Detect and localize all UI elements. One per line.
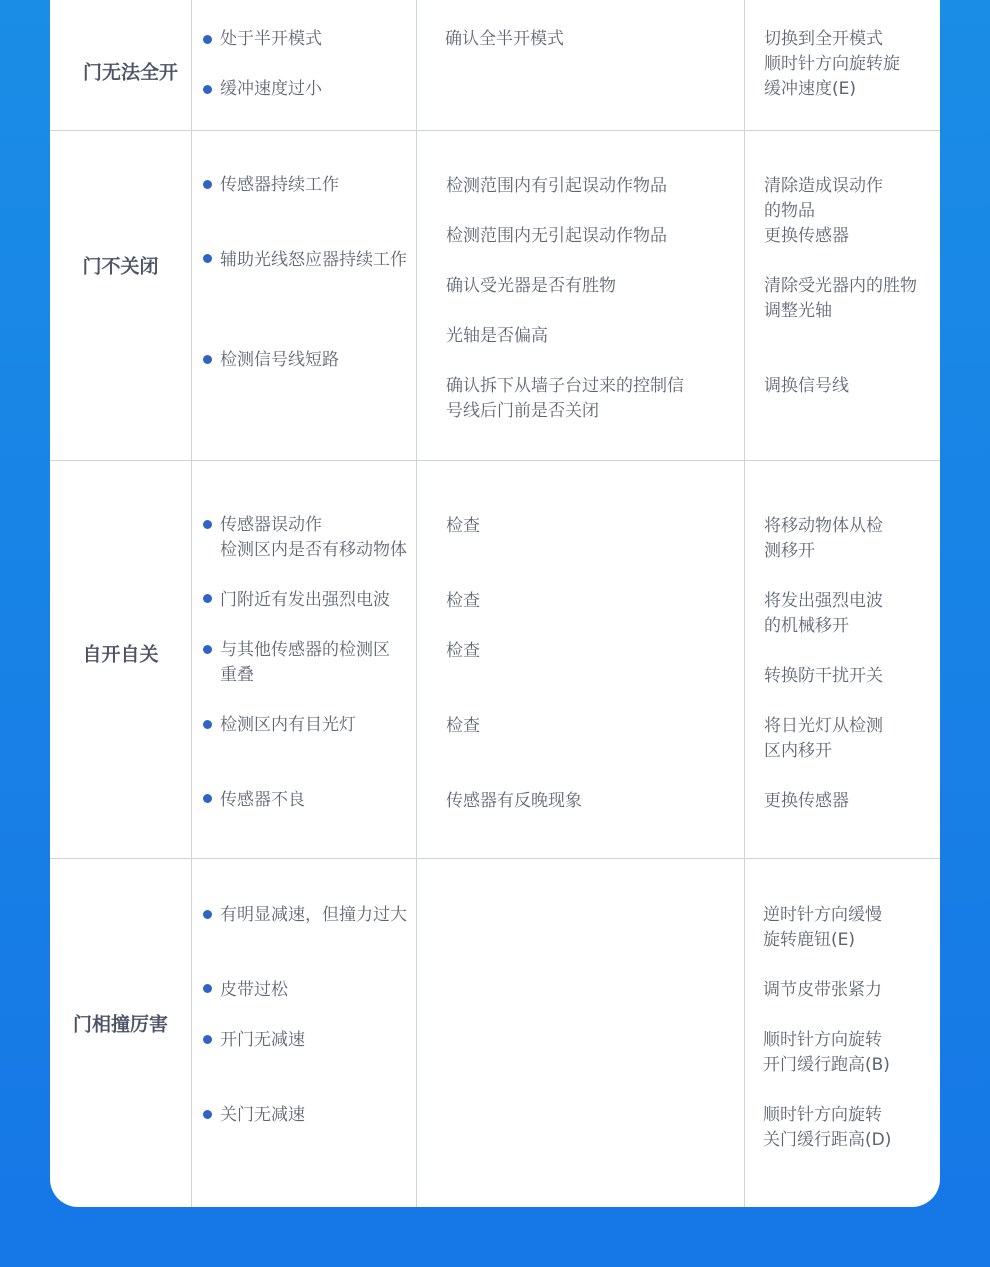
cause-text: 皮带过松: [220, 980, 288, 1000]
bullet-icon: [203, 520, 212, 529]
category-label: 门不关闭: [82, 255, 159, 278]
bullet-icon: [203, 1110, 212, 1119]
cause-text: 检测信号线短路: [220, 350, 339, 370]
fix-text: 旋转鹿钮(E): [763, 930, 856, 950]
check-text: 检查: [446, 641, 480, 661]
bullet-icon: [203, 720, 212, 729]
check-text: 检测范围内无引起误动作物品: [446, 226, 667, 246]
column-divider: [744, 0, 745, 1207]
check-text: 确认受光器是否有胜物: [446, 276, 616, 296]
troubleshooting-table: [50, 0, 940, 1207]
fix-text: 更换传感器: [764, 226, 849, 246]
cause-text: 处于半开模式: [220, 29, 322, 49]
bullet-icon: [203, 645, 212, 654]
column-divider: [416, 0, 417, 1207]
bullet-icon: [203, 180, 212, 189]
cause-text: 检测区内是否有移动物体: [220, 540, 407, 560]
fix-text: 清除造成误动作: [764, 176, 883, 196]
category-label: 门无法全开: [82, 61, 178, 84]
fix-text: 顺时针方向旋转: [763, 1105, 882, 1125]
cause-text: 门附近有发出强烈电波: [220, 590, 390, 610]
fix-text: 更换传感器: [764, 791, 849, 811]
bullet-icon: [203, 254, 212, 263]
cause-text: 传感器不良: [220, 790, 305, 810]
check-text: 光轴是否偏高: [446, 326, 548, 346]
check-text: 检查: [446, 516, 480, 536]
fix-text: 切换到全开模式: [764, 29, 883, 49]
cause-text: 辅助光线怒应器持续工作: [220, 250, 407, 270]
cause-text: 检测区内有目光灯: [220, 715, 356, 735]
cause-text: 开门无减速: [220, 1030, 305, 1050]
cause-text: 重叠: [220, 665, 254, 685]
check-text: 号线后门前是否关闭: [446, 401, 599, 421]
bullet-icon: [203, 1035, 212, 1044]
fix-text: 开门缓行跑高(B): [763, 1055, 890, 1075]
cause-text: 有明显减速，但撞力过大: [220, 905, 407, 925]
check-text: 检查: [446, 591, 480, 611]
category-label: 自开自关: [82, 643, 159, 666]
fix-text: 缓冲速度(E): [764, 79, 857, 99]
check-text: 确认全半开模式: [445, 29, 564, 49]
fix-text: 清除受光器内的胜物: [764, 276, 917, 296]
fix-text: 将发出强烈电波: [764, 591, 883, 611]
fix-text: 顺时针方向旋转旋: [764, 54, 900, 74]
cause-text: 关门无减速: [220, 1105, 305, 1125]
cause-text: 缓冲速度过小: [220, 79, 322, 99]
check-text: 检测范围内有引起误动作物品: [446, 176, 667, 196]
bullet-icon: [203, 794, 212, 803]
fix-text: 的机械移开: [764, 616, 849, 636]
bullet-icon: [203, 355, 212, 364]
bullet-icon: [203, 910, 212, 919]
fix-text: 区内移开: [764, 741, 832, 761]
fix-text: 将日光灯从检测: [764, 716, 883, 736]
column-divider: [191, 0, 192, 1207]
fix-text: 调节皮带张紧力: [763, 980, 882, 1000]
fix-text: 顺时针方向旋转: [763, 1030, 882, 1050]
cause-text: 传感器误动作: [220, 515, 322, 535]
check-text: 传感器有反晚现象: [446, 791, 582, 811]
fix-text: 关门缓行距高(D): [763, 1130, 892, 1150]
cause-text: 传感器持续工作: [220, 175, 339, 195]
bullet-icon: [203, 594, 212, 603]
cause-text: 与其他传感器的检测区: [220, 640, 390, 660]
fix-text: 调整光轴: [764, 301, 832, 321]
fix-text: 调换信号线: [764, 376, 849, 396]
fix-text: 转换防干扰开关: [764, 666, 883, 686]
bullet-icon: [203, 35, 212, 44]
category-label: 门相撞厉害: [72, 1013, 168, 1036]
bullet-icon: [203, 984, 212, 993]
bullet-icon: [203, 85, 212, 94]
fix-text: 的物品: [764, 201, 815, 221]
check-text: 检查: [446, 716, 480, 736]
fix-text: 测移开: [764, 541, 815, 561]
fix-text: 将移动物体从检: [764, 516, 883, 536]
fix-text: 逆时针方向缓慢: [763, 905, 882, 925]
check-text: 确认拆下从墙子台过来的控制信: [446, 376, 684, 396]
